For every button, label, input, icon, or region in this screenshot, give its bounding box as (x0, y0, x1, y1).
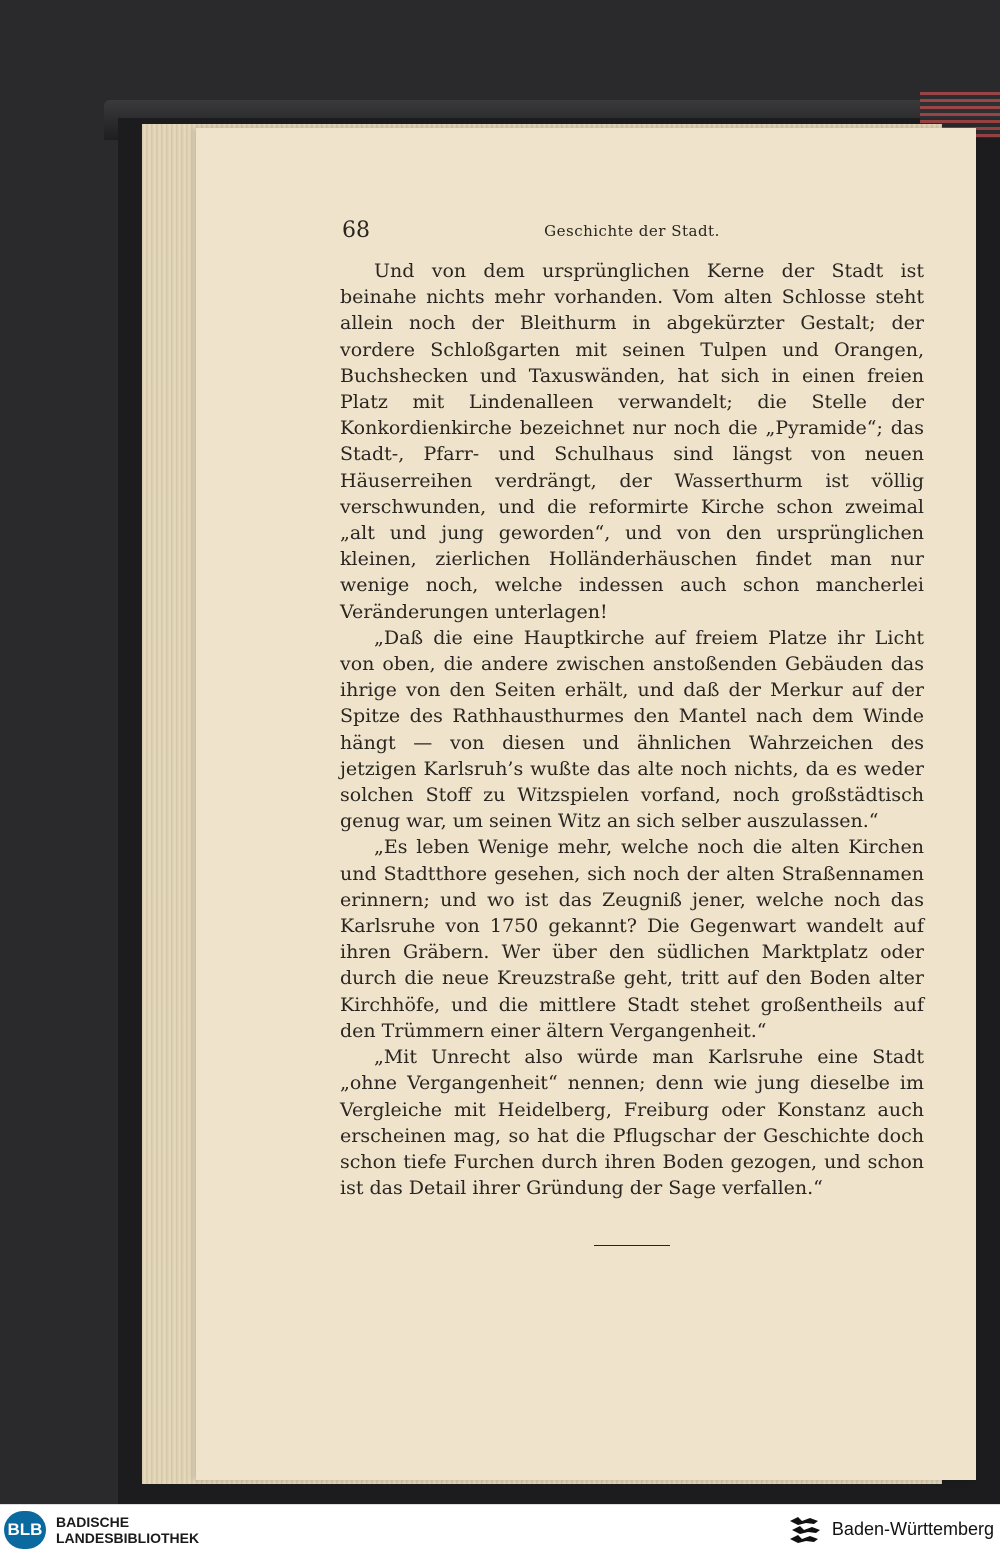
library-name-line1: BADISCHE (56, 1514, 130, 1530)
paragraph: „Mit Unrecht also würde man Karlsruhe eine Stadt „ohne Vergangenheit“ nennen; denn wie jung dieselbe im Vergleiche mit Heidelberg, Freiburg oder Konstanz auch erscheinen mag, so hat die Pflugschar der Geschichte doch schon tiefe Furchen durch ihren Boden gezogen, und schon ist das Detail ihrer Gründung der Sage verfallen.“ (340, 1046, 924, 1200)
library-name-line2: LANDESBIBLIOTHEK (56, 1530, 200, 1546)
blb-logo-icon[interactable]: BLB (4, 1511, 46, 1549)
paragraph: „Daß die eine Hauptkirche auf freiem Platze ihr Licht von oben, die andere zwischen anstoßenden Gebäuden das ihrige von den Seiten erhält, und daß der Merkur auf der Spitze des Rathhausthurmes den Mantel nach dem Winde hängt — von diesen und ähnlichen Wahrzeichen des jetzigen Karlsruh’s wußte das alte noch nichts, da es weder solchen Stoff zu Witzspielen vorfand, noch großstädtisch genug war, um seinen Witz an sich selber auszulassen.“ (340, 626, 924, 833)
page-text-area (340, 218, 924, 1201)
page-header (340, 218, 924, 258)
library-name[interactable] (56, 1514, 199, 1546)
baden-wuerttemberg-lions-icon[interactable] (788, 1515, 824, 1545)
footer-bar (0, 1504, 1000, 1555)
running-title: Geschichte der Stadt. (544, 222, 720, 240)
body-text (340, 258, 924, 1201)
closing-rule (594, 1245, 670, 1246)
page-number: 68 (342, 218, 370, 243)
paragraph: Und von dem ursprünglichen Kerne der Stadt ist beinahe nichts mehr vorhanden. Vom alten Schlosse steht allein noch der Bleithurm in abgekürzter Gestalt; der vordere Schloßgarten mit seinen Tulpen und Orangen, Buchshecken und Taxuswänden, hat sich in einen freien Platz mit Lindenalleen verwandelt; die Stelle der Konkordienkirche bezeichnet nur noch die „Pyramide“; das Stadt-, Pfarr- und Schulhaus sind längst von neuen Häuserreihen verdrängt, der Wasserthurm ist völlig verschwunden, und die reformirte Kirche schon zweimal „alt und jung geworden“, und von den ursprünglichen kleinen, zierlichen Holländerhäuschen findet man nur wenige noch, welche indessen auch schon mancherlei Veränderungen unterlagen! (340, 260, 924, 623)
paragraph: „Es leben Wenige mehr, welche noch die alten Kirchen und Stadtthore gesehen, sich noch der alten Straßennamen erinnern; und wo ist das Zeugniß jener, welche noch das Karlsruhe von 1750 gekannt? Die Gegenwart wandelt auf ihren Gräbern. Wer über den südlichen Marktplatz oder durch die neue Kreuzstraße geht, tritt auf den Boden alter Kirchhöfe, und die mittlere Stadt stehet großentheils auf den Trümmern einer ältern Vergangenheit.“ (340, 836, 924, 1042)
state-name[interactable]: Baden-Württemberg (831, 1519, 994, 1539)
